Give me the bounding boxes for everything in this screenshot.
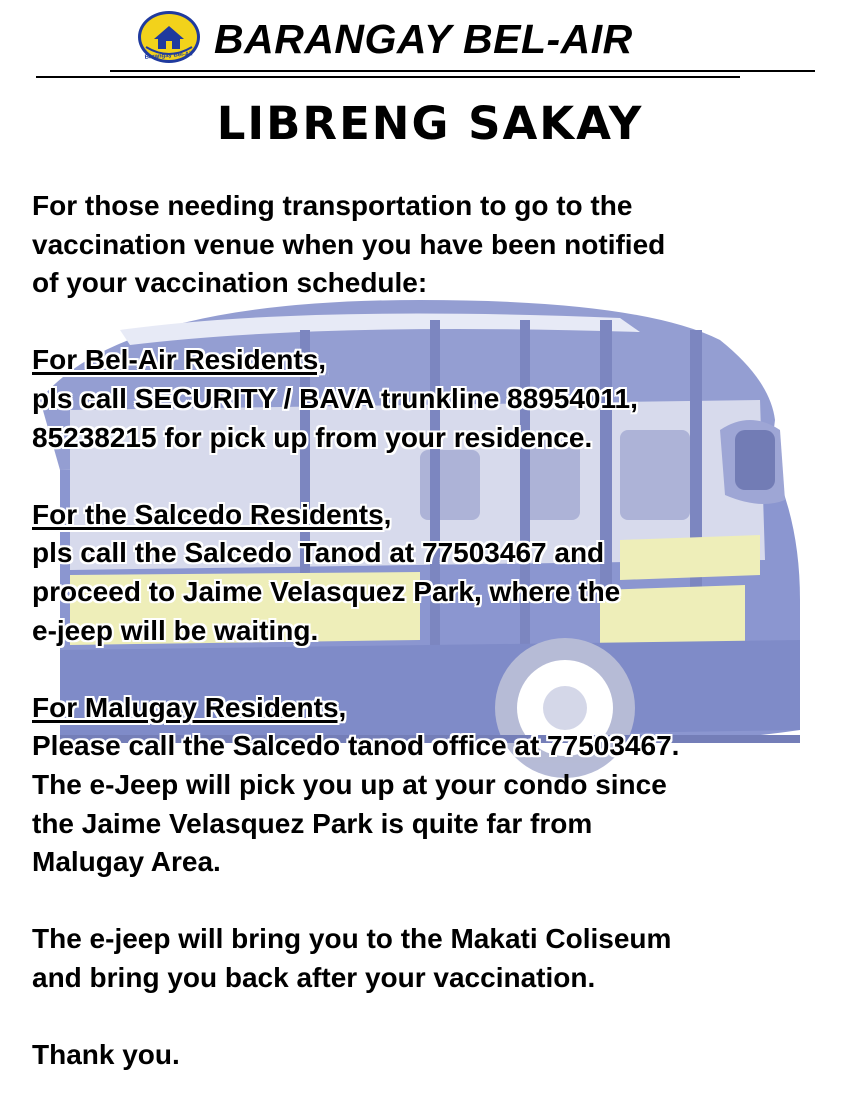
section-heading-bel-air: For Bel-Air Residents, <box>32 344 327 376</box>
barangay-seal-logo <box>136 9 202 65</box>
closing-line: and bring you back after your vaccination. <box>32 961 596 993</box>
closing-line: The e-jeep will bring you to the Makati Coliseum <box>32 923 672 955</box>
barangay-name: BARANGAY BEL-AIR <box>214 16 633 62</box>
svg-text:Barangay Bel-Air: Barangay Bel-Air <box>144 51 194 61</box>
notice-body <box>32 187 832 1075</box>
section-line: the Jaime Velasquez Park is quite far from <box>32 807 593 839</box>
section-line: pls call SECURITY / BAVA trunkline 88954011, <box>32 382 638 414</box>
section-line: e-jeep will be waiting. <box>32 614 319 646</box>
intro-line: For those needing transportation to go to the <box>32 190 633 221</box>
section-line: pls call the Salcedo Tanod at 77503467 and <box>32 537 605 569</box>
header-divider-top <box>110 70 815 72</box>
intro-line: vaccination venue when you have been notified <box>32 228 666 260</box>
section-line: Malugay Area. <box>32 846 221 878</box>
section-line: 85238215 for pick up from your residence. <box>32 421 593 453</box>
intro-line: of your vaccination schedule: <box>32 267 428 299</box>
section-line: The e-Jeep will pick you up at your condo since <box>32 768 667 800</box>
header-divider-bottom <box>36 76 740 78</box>
letterhead <box>0 0 850 80</box>
thank-you: Thank you. <box>32 1039 180 1071</box>
notice-title: LIBRENG SAKAY <box>216 97 644 150</box>
section-line: Please call the Salcedo tanod office at 77503467. <box>32 730 680 762</box>
section-heading-salcedo: For the Salcedo Residents, <box>32 498 392 530</box>
section-heading-malugay: For Malugay Residents, <box>32 691 347 723</box>
section-line: proceed to Jaime Velasquez Park, where the <box>32 575 621 607</box>
